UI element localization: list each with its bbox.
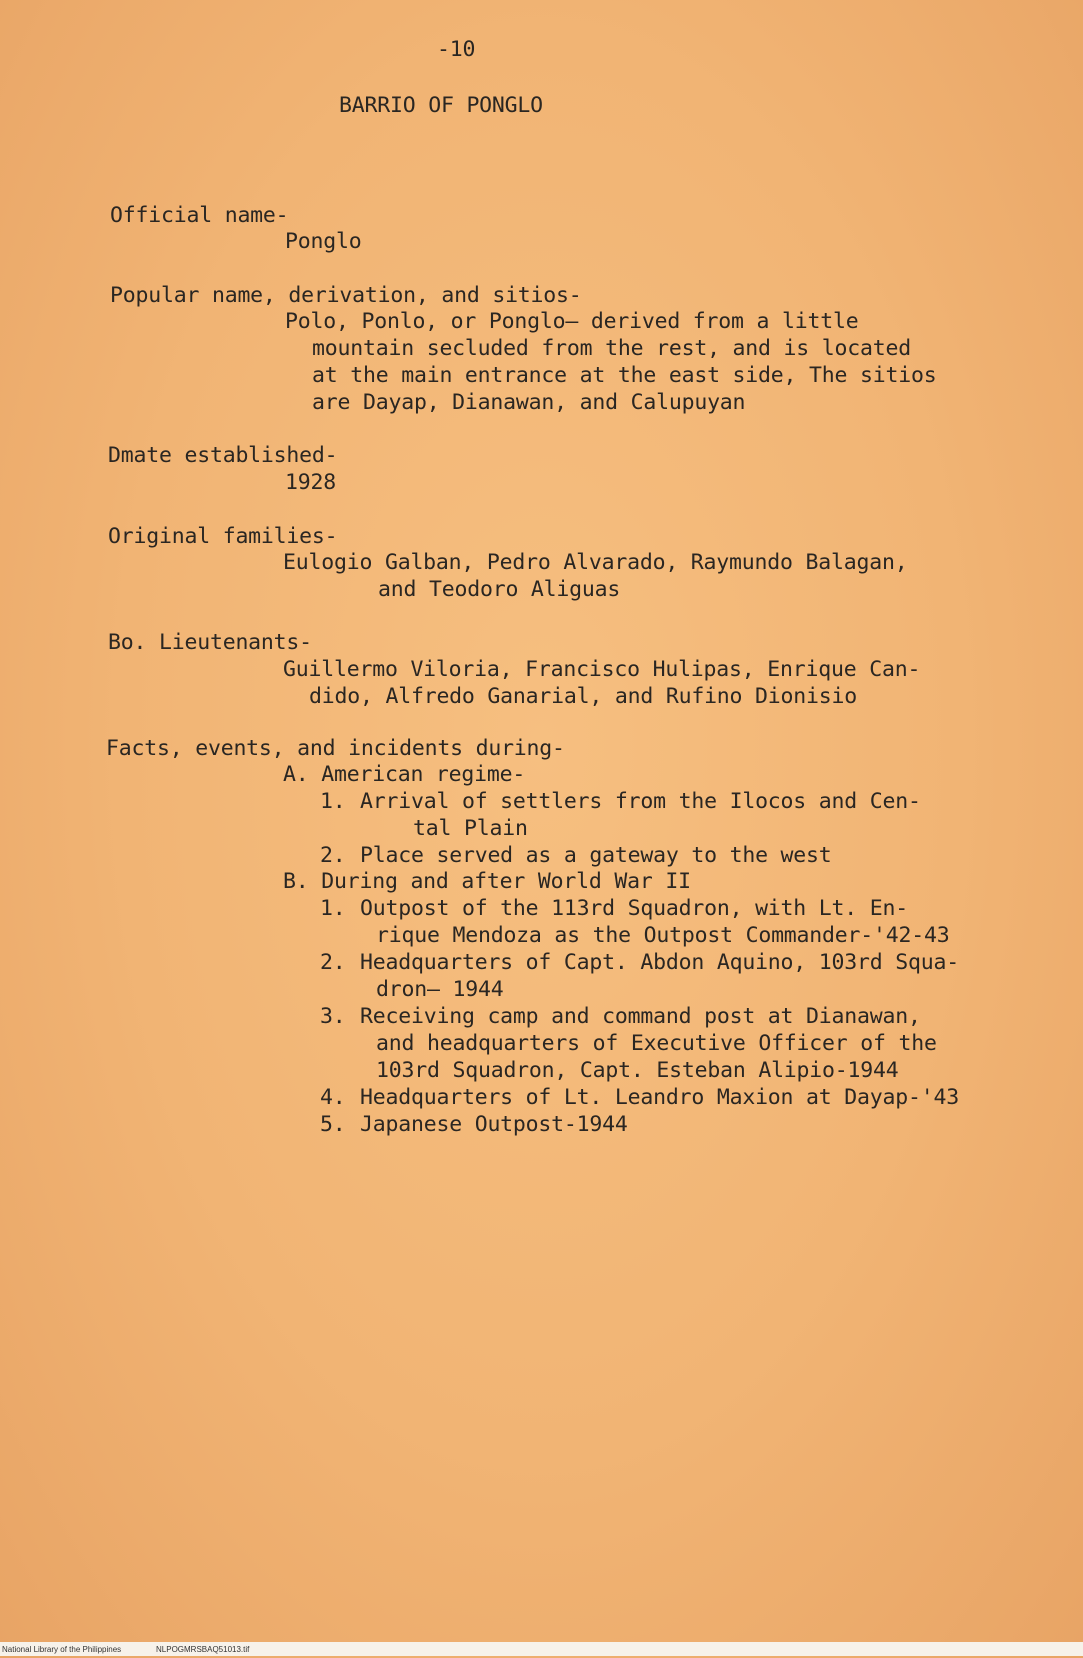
official-name-value: Ponglo <box>285 229 362 254</box>
item-text: Japanese Outpost-1944 <box>360 1112 628 1137</box>
official-name-label: Official name- <box>110 203 289 228</box>
item-text: Arrival of settlers from the Ilocos and Cen- <box>360 789 921 814</box>
lieutenants-line: Guillermo Viloria, Francisco Hulipas, Enrique Can- <box>283 657 921 682</box>
popular-name-line: at the main entrance at the east side, The sitios <box>312 363 937 388</box>
original-families-line: Eulogio Galban, Pedro Alvarado, Raymundo Balagan, <box>283 550 908 575</box>
section-a-heading: A. American regime- <box>283 762 526 787</box>
lieutenants-line: dido, Alfredo Ganarial, and Rufino Dionisio <box>309 684 857 709</box>
item-number: 2. <box>320 950 346 975</box>
item-text: dron— 1944 <box>376 977 504 1002</box>
item-text: Headquarters of Lt. Leandro Maxion at Dayap-'43 <box>360 1085 959 1110</box>
page-title: BARRIO OF PONGLO <box>339 93 543 118</box>
popular-name-line: Polo, Ponlo, or Ponglo— derived from a little <box>285 309 859 334</box>
item-text: Receiving camp and command post at Dianawan, <box>360 1004 921 1029</box>
original-families-label: Original families- <box>108 524 338 549</box>
item-number: 2. <box>320 843 346 868</box>
item-text: and headquarters of Executive Officer of the <box>376 1031 937 1056</box>
item-text: Outpost of the 113rd Squadron, with Lt. En- <box>360 896 908 921</box>
item-text: tal Plain <box>413 816 528 841</box>
popular-name-line: are Dayap, Dianawan, and Calupuyan <box>312 390 746 415</box>
item-text: Headquarters of Capt. Abdon Aquino, 103rd Squa- <box>360 950 959 975</box>
section-b-heading: B. During and after World War II <box>283 869 691 894</box>
facts-label: Facts, events, and incidents during- <box>106 736 565 761</box>
date-established-value: 1928 <box>285 470 336 495</box>
scan-footer <box>0 1642 1083 1656</box>
page-number: -10 <box>437 37 476 62</box>
original-families-line: and Teodoro Aliguas <box>378 577 621 602</box>
popular-name-line: mountain secluded from the rest, and is located <box>312 336 911 361</box>
footer-library: National Library of the Philippines <box>2 1645 122 1654</box>
item-number: 3. <box>320 1004 346 1029</box>
item-text: rique Mendoza as the Outpost Commander-'42-43 <box>376 923 950 948</box>
lieutenants-label: Bo. Lieutenants- <box>108 630 312 655</box>
item-text: Place served as a gateway to the west <box>360 843 832 868</box>
item-number: 5. <box>320 1112 346 1137</box>
footer-file-id: NLPOGMRSBAQ51013.tif <box>156 1645 250 1654</box>
item-text: 103rd Squadron, Capt. Esteban Alipio-1944 <box>376 1058 899 1083</box>
item-number: 1. <box>320 896 346 921</box>
item-number: 4. <box>320 1085 346 1110</box>
date-established-label: Dmate established- <box>108 443 338 468</box>
popular-name-label: Popular name, derivation, and sitios- <box>110 283 582 308</box>
item-number: 1. <box>320 789 346 814</box>
